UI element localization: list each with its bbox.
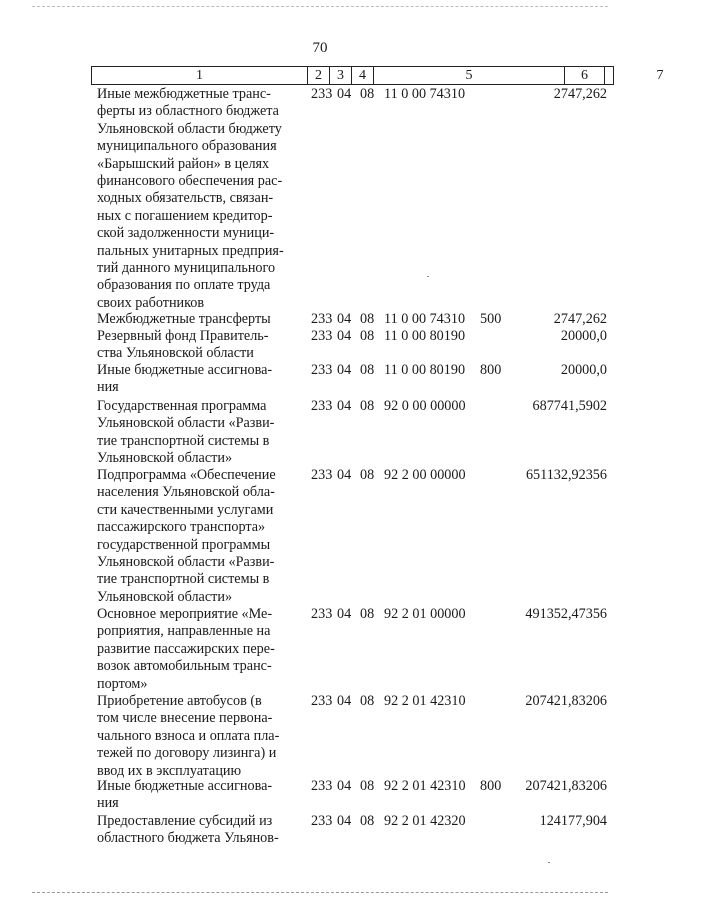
scan-bottom-edge (32, 892, 608, 893)
row-subsection: 08 (360, 398, 375, 414)
row-name: Приобретение автобусов (в том числе внесение первона- чального взноса и оплата пла- тежей по договору лизинга) и ввод их в эксплуатацию (97, 693, 280, 779)
row-target-code: 92 2 01 00000 (384, 606, 466, 622)
row-expense-type: 500 (480, 311, 502, 327)
row-subsection: 08 (360, 606, 375, 622)
row-amount: 651132,92356 (525, 467, 607, 483)
row-name: Основное мероприятие «Ме- роприятия, направленные на развитие пассажирских пере- возок автомобильным транс- портом» (97, 606, 275, 692)
row-amount: 207421,83206 (525, 778, 607, 794)
row-name: Иные бюджетные ассигнова- ния (97, 362, 273, 396)
row-section: 04 (337, 86, 352, 102)
row-grbs: 233 (311, 467, 333, 483)
row-name: Иные бюджетные ассигнова- ния (97, 778, 273, 812)
column-header-7: 7 (656, 68, 664, 83)
row-section: 04 (337, 693, 352, 709)
row-grbs: 233 (311, 398, 333, 414)
page-number: 70 (312, 40, 328, 56)
column-header-3: 3 (330, 67, 352, 84)
row-amount: 207421,83206 (525, 693, 607, 709)
row-grbs: 233 (311, 693, 333, 709)
table-header (91, 66, 664, 85)
row-name: Подпрограмма «Обеспечение населения Ульяновской обла- сти качественными услугами пассажирского транспорта» государственной программы Ульяновской области «Разви- тие транспортной системы в Ульяновской области» (97, 467, 276, 605)
row-grbs: 233 (311, 328, 333, 344)
row-target-code: 11 0 00 74310 (384, 311, 466, 327)
row-grbs: 233 (311, 778, 333, 794)
row-target-code: 11 0 00 80190 (384, 362, 466, 378)
row-grbs: 233 (311, 311, 333, 327)
row-subsection: 08 (360, 467, 375, 483)
row-section: 04 (337, 778, 352, 794)
row-target-code: 11 0 00 80190 (384, 328, 466, 344)
row-grbs: 233 (311, 86, 333, 102)
row-subsection: 08 (360, 86, 375, 102)
row-target-code: 92 2 01 42310 (384, 693, 466, 709)
row-grbs: 233 (311, 362, 333, 378)
column-header-2: 2 (308, 67, 330, 84)
row-grbs: 233 (311, 813, 333, 829)
row-amount: 20000,0 (560, 328, 607, 344)
scan-artifact (427, 276, 429, 277)
row-subsection: 08 (360, 813, 375, 829)
row-section: 04 (337, 311, 352, 327)
row-target-code: 92 2 01 42320 (384, 813, 466, 829)
row-name: Иные межбюджетные транс- ферты из областного бюджета Ульяновской области бюджету муниципального образования «Барышский район» в целях финансового обеспечения рас- ходных обязательств, связан- ных с погашением кредитор- ской задолженности муници- пальных унитарных предприя- тий данного муниципального образования по оплате труда своих работников (97, 86, 284, 311)
row-subsection: 08 (360, 778, 375, 794)
scan-top-edge (32, 6, 608, 7)
row-target-code: 92 2 01 42310 (384, 778, 466, 794)
row-grbs: 233 (311, 606, 333, 622)
row-name: Предоставление субсидий из областного бюджета Ульянов- (97, 813, 279, 847)
row-target-code: 11 0 00 74310 (384, 86, 466, 102)
row-name: Государственная программа Ульяновской области «Разви- тие транспортной системы в Ульяновской области» (97, 398, 275, 467)
row-amount: 491352,47356 (525, 606, 607, 622)
row-amount: 687741,5902 (532, 398, 607, 414)
scan-artifact (548, 862, 550, 863)
column-header-5: 5 (374, 67, 565, 84)
column-header-1: 1 (92, 67, 308, 84)
row-section: 04 (337, 328, 352, 344)
row-amount: 2747,262 (553, 86, 607, 102)
row-section: 04 (337, 467, 352, 483)
row-section: 04 (337, 606, 352, 622)
row-subsection: 08 (360, 693, 375, 709)
row-subsection: 08 (360, 362, 375, 378)
row-target-code: 92 0 00 00000 (384, 398, 466, 414)
row-section: 04 (337, 813, 352, 829)
row-subsection: 08 (360, 328, 375, 344)
row-section: 04 (337, 398, 352, 414)
row-target-code: 92 2 00 00000 (384, 467, 466, 483)
row-amount: 124177,904 (539, 813, 607, 829)
column-header-4: 4 (352, 67, 374, 84)
row-name: Резервный фонд Правитель- ства Ульяновской области (97, 328, 269, 362)
row-expense-type: 800 (480, 362, 502, 378)
row-expense-type: 800 (480, 778, 502, 794)
row-amount: 20000,0 (560, 362, 607, 378)
column-header-6: 6 (565, 67, 605, 84)
row-amount: 2747,262 (553, 311, 607, 327)
row-name: Межбюджетные трансферты (97, 311, 271, 327)
row-section: 04 (337, 362, 352, 378)
row-subsection: 08 (360, 311, 375, 327)
